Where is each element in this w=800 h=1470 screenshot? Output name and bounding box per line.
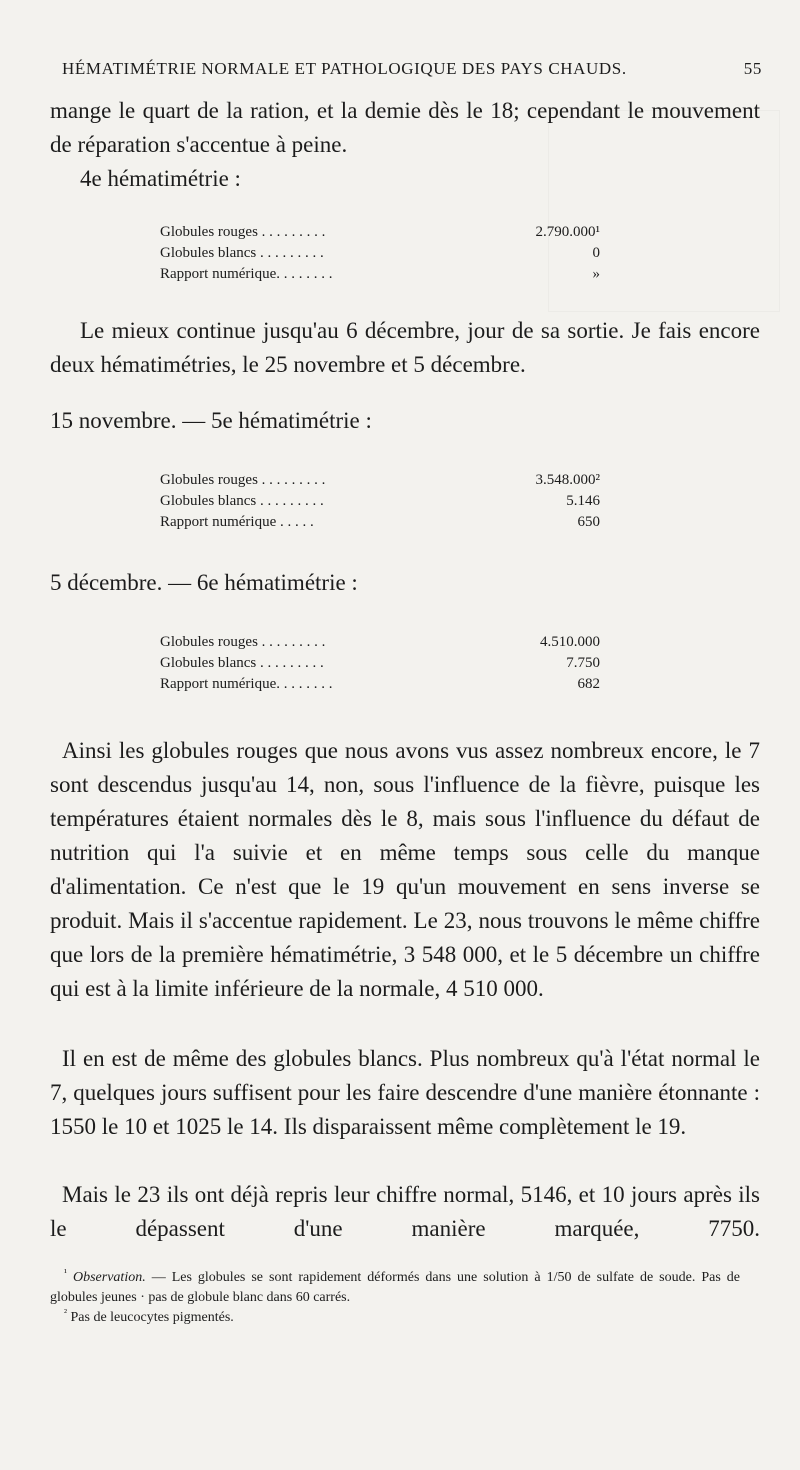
intro-paragraph: mange le quart de la ration, et la demie dès le 18; cependant le mouvement de réparation s'accentue à peine. [50, 98, 760, 157]
footnote-mark: ¹ [64, 1267, 67, 1279]
table-row [160, 222, 600, 243]
row-label: Globules blancs . . . . . . . . . [160, 655, 324, 671]
footnote-mark: ² [64, 1307, 67, 1319]
row-label: Globules rouges . . . . . . . . . [160, 634, 326, 650]
table-row [160, 512, 600, 533]
row-label: Rapport numérique. . . . . . . . [160, 266, 333, 282]
row-label: Globules rouges . . . . . . . . . [160, 472, 326, 488]
table-row [160, 491, 600, 512]
footnotes [50, 1268, 740, 1328]
row-value: 0 [592, 245, 600, 261]
row-label: Globules blancs . . . . . . . . . [160, 493, 324, 509]
page-number: 55 [743, 59, 762, 78]
row-value: 2.790.000¹ [535, 224, 600, 240]
row-value: 650 [577, 514, 600, 530]
footnote-label: Observation. [73, 1270, 146, 1285]
table-row [160, 632, 600, 653]
row-label: Rapport numérique. . . . . . . . [160, 676, 333, 692]
row-value: » [592, 266, 600, 282]
running-title: HÉMATIMÉTRIE NORMALE ET PATHOLOGIQUE DES PAYS CHAUDS. [62, 59, 627, 78]
paragraph-globules-rouges: Ainsi les globules rouges que nous avons vus assez nombreux encore, le 7 sont descendus jusqu'au 14, non, sous l'influence de la fièvre, puisque les températures étaient normales dès le 8, mais sous l'influence du défaut de nutrition qui l'a suivie et en même temps sous celle du manque d'alimentation. Ce n'est que le 19 qu'un mouvement en sens inverse se produit. Mais il s'accentue rapidement. Le 23, nous trouvons le même chiffre que lors de la première hématimétrie, 3 548 000, et le 5 décembre un chiffre qui est à la limite inférieure de la normale, 4 510 000. [50, 738, 760, 1001]
paragraph-repris: Mais le 23 ils ont déjà repris leur chiffre normal, 5146, et 10 jours après ils le dépassent d'une manière marquée, 7750. [50, 1182, 760, 1241]
paragraph-globules-blancs: Il en est de même des globules blancs. Plus nombreux qu'à l'état normal le 7, quelques jours suffisent pour les faire descendre d'une manière étonnante : 1550 le 10 et 1025 le 14. Ils disparaissent même complètement le 19. [50, 1046, 760, 1139]
paragraph-sortie: Le mieux continue jusqu'au 6 décembre, jour de sa sortie. Je fais encore deux hématimétries, le 25 novembre et 5 décembre. [50, 318, 760, 377]
footnote-text: — Les globules se sont rapidement déformés dans une solution à 1/50 de sulfate de soude. Pas de globules jeunes · pas de globule blanc dans 60 carrés. [50, 1270, 740, 1305]
heading-6th-hematimetry: 5 décembre. — 6e hématimétrie : [50, 570, 358, 595]
heading-5th-hematimetry: 15 novembre. — 5e hématimétrie : [50, 408, 372, 433]
table-row [160, 653, 600, 674]
footnote-1 [50, 1268, 740, 1308]
table-row [160, 674, 600, 695]
heading-4th-hematimetry: 4e hématimétrie : [80, 166, 241, 191]
row-value: 7.750 [566, 655, 600, 671]
row-value: 3.548.000² [535, 472, 600, 488]
row-label: Globules blancs . . . . . . . . . [160, 245, 324, 261]
row-label: Globules rouges . . . . . . . . . [160, 224, 326, 240]
footnote-text: Pas de leucocytes pigmentés. [70, 1310, 234, 1325]
row-value: 4.510.000 [540, 634, 600, 650]
footnote-2 [50, 1308, 740, 1328]
table-5th-hematimetry [160, 470, 600, 533]
table-4th-hematimetry [160, 222, 600, 285]
table-row [160, 264, 600, 285]
row-value: 5.146 [566, 493, 600, 509]
table-row [160, 470, 600, 491]
row-label: Rapport numérique . . . . . [160, 514, 314, 530]
row-value: 682 [577, 676, 600, 692]
table-row [160, 243, 600, 264]
table-6th-hematimetry [160, 632, 600, 695]
